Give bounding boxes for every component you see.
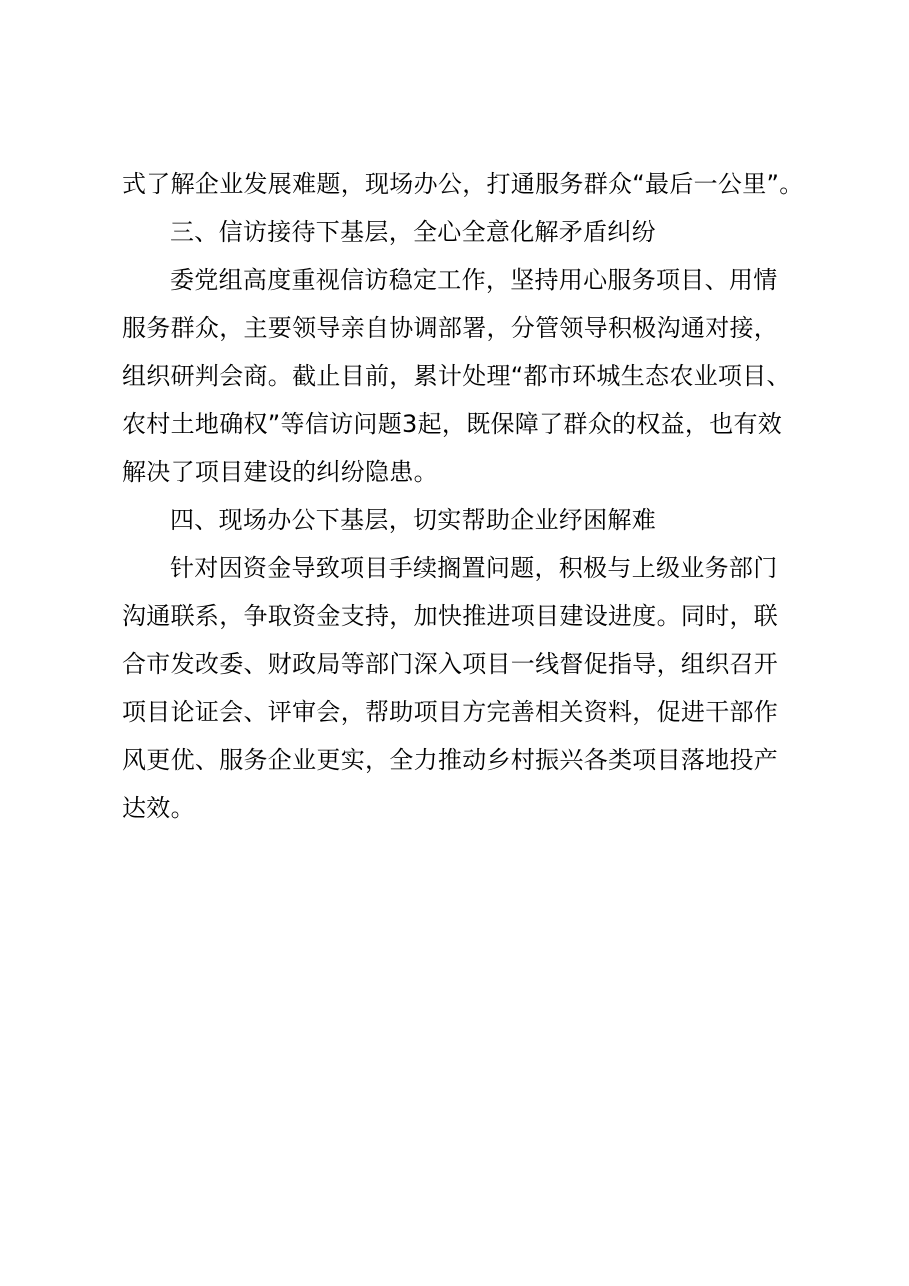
paragraph-line: 针对因资金导致项目手续搁置问题，积极与上级业务部门 (170, 554, 778, 582)
paragraph-line: 农村土地确权”等信访问题3起，既保障了群众的权益，也有效 (122, 410, 783, 438)
paragraph-line: 合市发改委、财政局等部门深入项目一线督促指导，组织召开 (122, 650, 779, 678)
paragraph-line: 沟通联系，争取资金支持，加快推进项目建设进度。同时，联 (122, 602, 779, 630)
paragraph-line: 组织研判会商。截止目前，累计处理“都市环城生态农业项目、 (122, 362, 791, 390)
paragraph-line: 服务群众，主要领导亲自协调部署，分管领导积极沟通对接， (122, 314, 779, 342)
section-heading-four: 四、现场办公下基层，切实帮助企业纾困解难 (170, 506, 656, 534)
paragraph-line: 达效。 (122, 794, 195, 822)
paragraph-line: 项目论证会、评审会，帮助项目方完善相关资料，促进干部作 (122, 698, 779, 726)
paragraph-line: 解决了项目建设的纠纷隐患。 (122, 458, 438, 486)
document-page (122, 160, 804, 832)
paragraph-line: 式了解企业发展难题，现场办公，打通服务群众“最后一公里”。 (122, 170, 804, 198)
paragraph-line: 委党组高度重视信访稳定工作，坚持用心服务项目、用情 (170, 266, 778, 294)
section-heading-three: 三、信访接待下基层，全心全意化解矛盾纠纷 (170, 218, 656, 246)
paragraph-line: 风更优、服务企业更实，全力推动乡村振兴各类项目落地投产 (122, 746, 779, 774)
